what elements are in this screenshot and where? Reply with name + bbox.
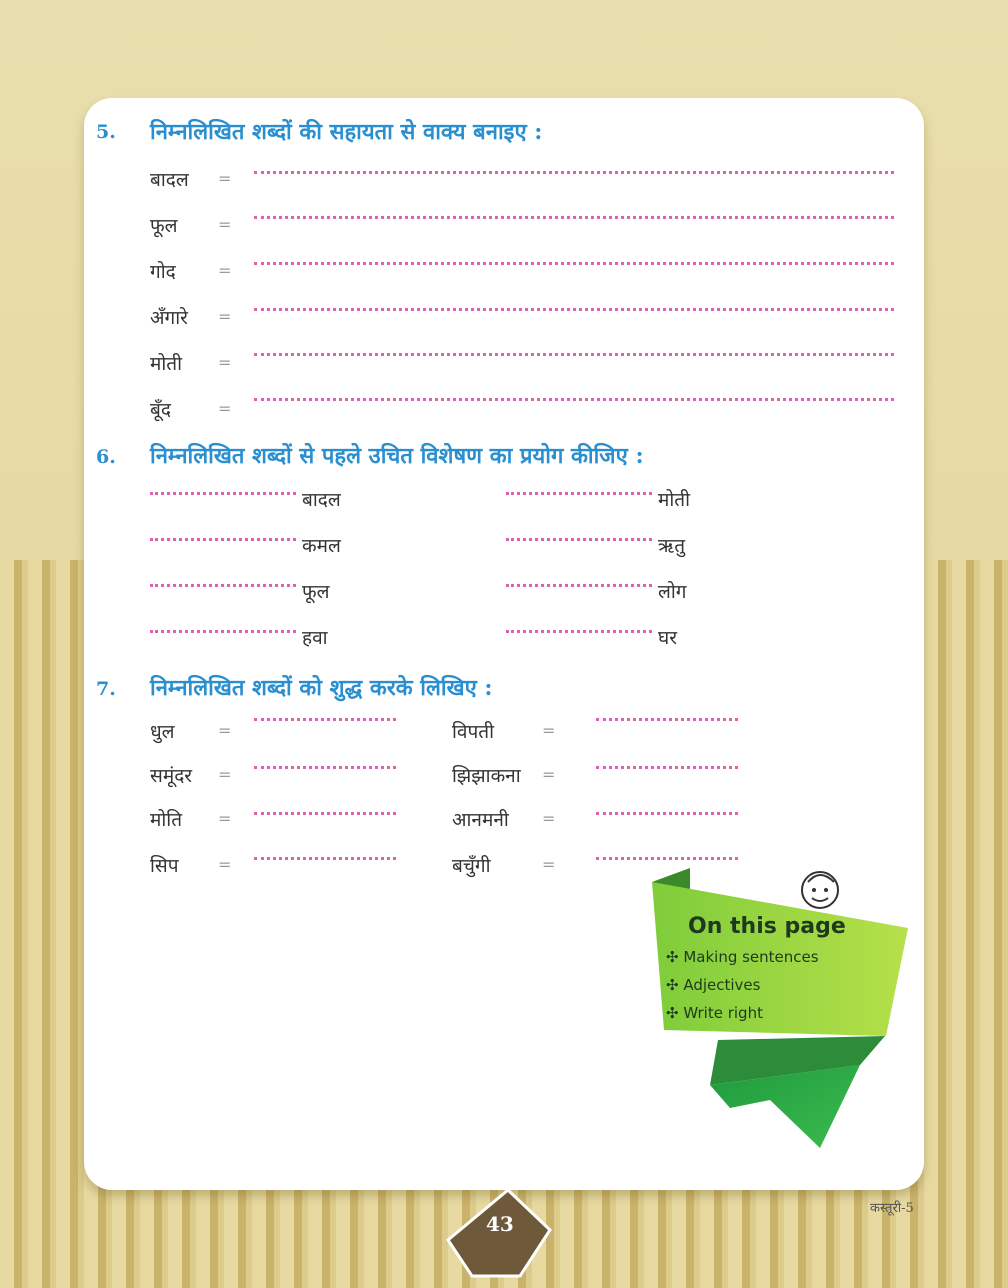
question-6-title: निम्नलिखित शब्दों से पहले उचित विशेषण का प्रयोग कीजिए : [150, 443, 644, 469]
answer-line[interactable] [254, 812, 396, 815]
equals-sign: = [218, 307, 232, 326]
answer-line[interactable] [596, 718, 738, 721]
q7-word: विपती [452, 721, 495, 743]
answer-line[interactable] [596, 766, 738, 769]
q6-word: हवा [302, 627, 328, 649]
equals-sign: = [542, 765, 556, 784]
equals-sign: = [218, 765, 232, 784]
answer-line[interactable] [150, 630, 296, 633]
q6-word: फूल [302, 581, 330, 603]
ribbon-item: ✣ Adjectives [666, 976, 761, 994]
answer-line[interactable] [254, 718, 396, 721]
question-6-number: 6. [96, 446, 116, 468]
answer-line[interactable] [150, 492, 296, 495]
equals-sign: = [542, 721, 556, 740]
q6-word: बादल [302, 489, 341, 511]
q5-word: मोती [150, 353, 183, 375]
equals-sign: = [218, 855, 232, 874]
answer-line[interactable] [254, 308, 894, 311]
q7-word: झिझाकना [452, 765, 521, 787]
question-7-title: निम्नलिखित शब्दों को शुद्ध करके लिखिए : [150, 675, 493, 701]
page-number: 43 [486, 1212, 514, 1236]
q6-word: मोती [658, 489, 691, 511]
equals-sign: = [218, 399, 232, 418]
answer-line[interactable] [254, 216, 894, 219]
q5-word: बूँद [150, 399, 171, 421]
equals-sign: = [218, 261, 232, 280]
boy-face-icon [802, 872, 838, 908]
q6-word: घर [658, 627, 678, 649]
q5-word: गोद [150, 261, 176, 283]
q6-word: लोग [658, 581, 687, 603]
q6-word: ऋतु [658, 535, 686, 557]
equals-sign: = [218, 721, 232, 740]
question-7-number: 7. [96, 678, 116, 700]
answer-line[interactable] [506, 538, 652, 541]
equals-sign: = [218, 809, 232, 828]
q7-word: समूंदर [150, 765, 193, 787]
answer-line[interactable] [254, 262, 894, 265]
question-5-title: निम्नलिखित शब्दों की सहायता से वाक्य बनाइए : [150, 119, 543, 145]
q6-word: कमल [302, 535, 341, 557]
question-5-number: 5. [96, 121, 116, 143]
ribbon-title: On this page [688, 914, 846, 939]
q7-word: बचुँगी [452, 855, 491, 877]
equals-sign: = [542, 809, 556, 828]
answer-line[interactable] [150, 538, 296, 541]
ribbon-item: ✣ Write right [666, 1004, 763, 1022]
q5-word: बादल [150, 169, 189, 191]
answer-line[interactable] [506, 584, 652, 587]
answer-line[interactable] [150, 584, 296, 587]
answer-line[interactable] [254, 766, 396, 769]
q7-word: धुल [150, 721, 175, 743]
q7-word: सिप [150, 855, 179, 877]
q5-word: अँगारे [150, 307, 188, 329]
answer-line[interactable] [254, 398, 894, 401]
book-label: कस्तूरी-5 [870, 1201, 914, 1216]
equals-sign: = [218, 215, 232, 234]
equals-sign: = [218, 353, 232, 372]
answer-line[interactable] [596, 812, 738, 815]
answer-line[interactable] [506, 492, 652, 495]
answer-line[interactable] [506, 630, 652, 633]
answer-line[interactable] [254, 857, 396, 860]
answer-line[interactable] [254, 171, 894, 174]
answer-line[interactable] [254, 353, 894, 356]
q5-word: फूल [150, 215, 178, 237]
q7-word: आनमनी [452, 809, 509, 831]
equals-sign: = [218, 169, 232, 188]
equals-sign: = [542, 855, 556, 874]
ribbon-item: ✣ Making sentences [666, 948, 819, 966]
q7-word: मोति [150, 809, 183, 831]
